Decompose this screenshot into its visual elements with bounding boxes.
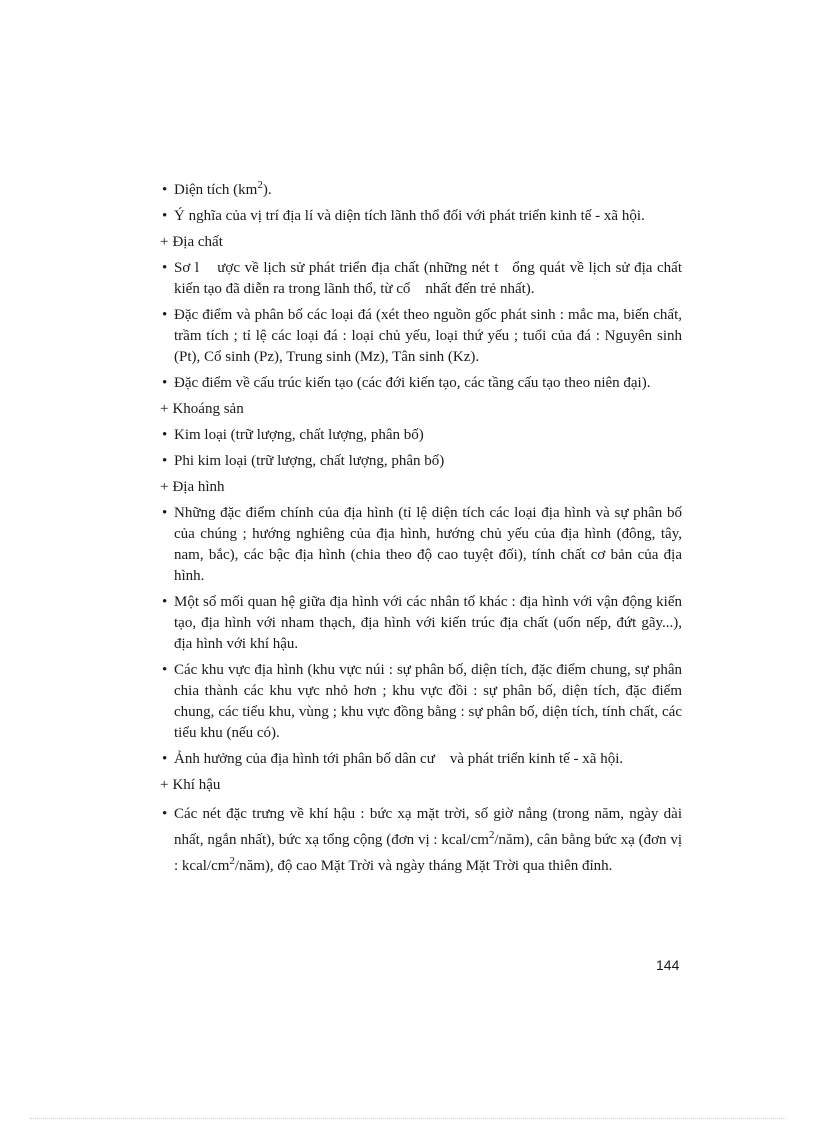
area-text: Diện tích (km bbox=[174, 182, 258, 198]
plus-icon: + bbox=[160, 777, 169, 793]
climate-text-b: /năm), cân bằng bức xạ (đơn vị : kcal/cm bbox=[174, 832, 682, 874]
bullet-terrain-features: • Những đặc điểm chính của địa hình (tỉ lệ diện tích các loại địa hình và sự phân bố của chúng ; hướng nghiêng của địa hình, hướng chủ yếu của địa hình (đông, tây, nam, bắc), các bậc địa hình (chia theo độ cao tuyệt đối), tính chất cơ bản của địa hình. bbox=[160, 503, 682, 587]
section-title: Khí hậu bbox=[172, 777, 221, 793]
plus-icon: + bbox=[160, 401, 169, 417]
bullet-metals: • Kim loại (trữ lượng, chất lượng, phân bố) bbox=[160, 425, 682, 446]
bullet-tectonic-structure: • Đặc điểm về cấu trúc kiến tạo (các đới kiến tạo, các tầng cấu tạo theo niên đại). bbox=[160, 373, 682, 394]
bullet-terrain-regions: • Các khu vực địa hình (khu vực núi : sự phân bố, diện tích, đặc điểm chung, sự phân chia thành các khu vực nhỏ hơn ; khu vực đồi : sự phân bố, diện tích, đặc điểm chung, các tiểu khu, vùng ; khu vực đồng bằng : sự phân bố, diện tích, tính chất, các tiểu khu (nếu có). bbox=[160, 660, 682, 744]
bullet-climate-features bbox=[160, 801, 682, 879]
bullet-geologic-history: • Sơ l ược về lịch sử phát triển địa chất (những nét t ổng quát về lịch sử địa chất kiến tạo đã diễn ra trong lãnh thổ, từ cổ nhất đến trẻ nhất). bbox=[160, 258, 682, 300]
section-title: Khoáng sản bbox=[172, 401, 244, 417]
document-body bbox=[160, 179, 686, 884]
area-text-end: ). bbox=[262, 182, 272, 198]
section-terrain bbox=[160, 477, 682, 498]
climate-text-c: /năm), độ cao Mặt Trời và ngày tháng Mặt Trời qua thiên đỉnh. bbox=[234, 858, 613, 874]
bullet-terrain-influence: • Ảnh hưởng của địa hình tới phân bố dân cư và phát triển kinh tế - xã hội. bbox=[160, 749, 682, 770]
climate-superscript-1: 2 bbox=[488, 829, 495, 841]
bullet-nonmetals: • Phi kim loại (trữ lượng, chất lượng, phân bố) bbox=[160, 451, 682, 472]
section-geology bbox=[160, 232, 682, 253]
plus-icon: + bbox=[160, 479, 169, 495]
plus-icon: + bbox=[160, 234, 169, 250]
bullet-area bbox=[160, 180, 682, 201]
climate-text-a: Các nét đặc trưng về khí hậu : bức xạ mặt trời, số giờ nắng (trong năm, ngày dài nhất, ngắn nhất), bức xạ tổng cộng (đơn vị : kcal/cm bbox=[174, 806, 682, 848]
bullet-significance: • Ý nghĩa của vị trí địa lí và diện tích lãnh thổ đối với phát triển kinh tế - xã hội. bbox=[160, 206, 682, 227]
bullet-rock-types: • Đặc điểm và phân bố các loại đá (xét theo nguồn gốc phát sinh : mắc ma, biến chất, trầm tích ; tỉ lệ các loại đá : loại chủ yếu, loại thứ yếu ; tuổi của đá : Nguyên sinh (Pt), Cổ sinh (Pz), Trung sinh (Mz), Tân sinh (Kz). bbox=[160, 305, 682, 368]
bullet-terrain-relations: • Một số mối quan hệ giữa địa hình với các nhân tố khác : địa hình với vận động kiến tạo, địa hình với nham thạch, địa hình với kiến trúc địa chất (uốn nếp, đứt gãy...), địa hình với khí hậu. bbox=[160, 592, 682, 655]
climate-superscript-2: 2 bbox=[229, 855, 235, 867]
section-minerals bbox=[160, 399, 682, 420]
section-title: Địa hình bbox=[172, 479, 225, 495]
page-number: 144 bbox=[656, 957, 680, 973]
area-superscript: 2 bbox=[257, 179, 263, 191]
section-title: Địa chất bbox=[172, 234, 223, 250]
section-climate bbox=[160, 775, 682, 796]
page-bottom-rule bbox=[30, 1118, 786, 1119]
